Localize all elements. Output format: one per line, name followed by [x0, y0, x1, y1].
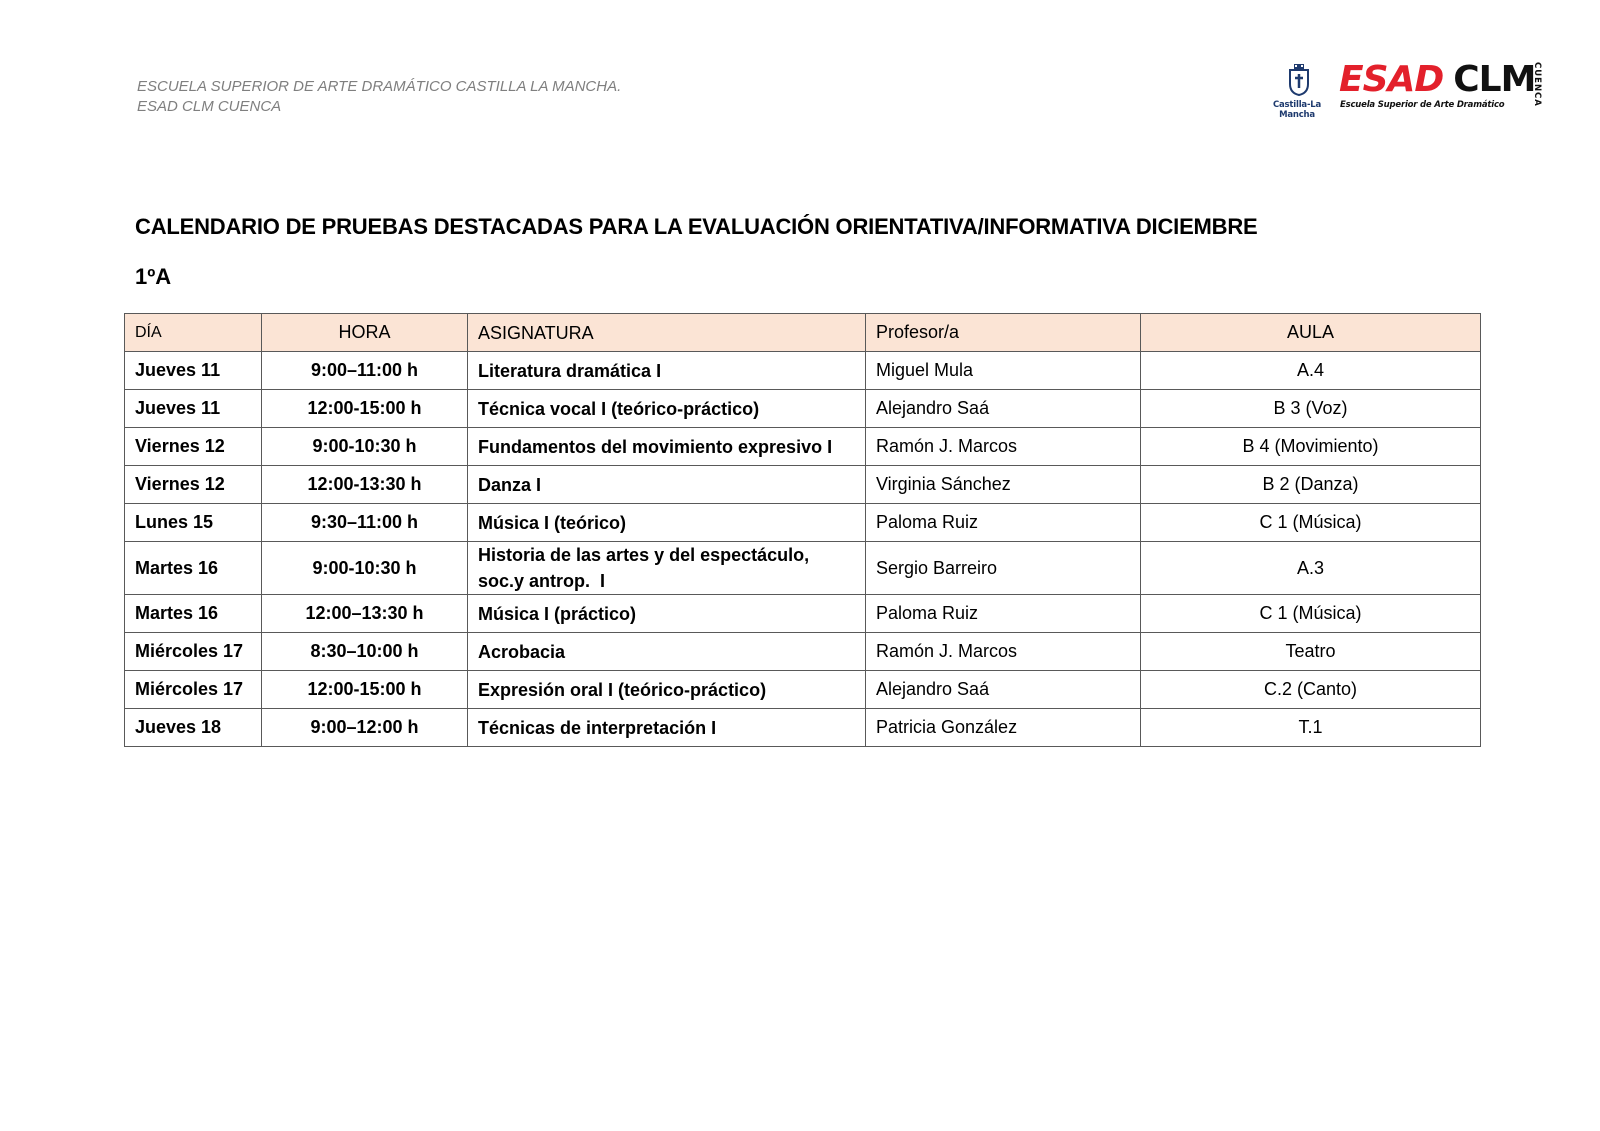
table-row [125, 504, 1481, 542]
cell-teacher: Miguel Mula [866, 352, 1141, 390]
column-header-time: HORA [262, 314, 468, 352]
table-row [125, 595, 1481, 633]
cell-teacher: Alejandro Saá [866, 671, 1141, 709]
column-header-room: AULA [1141, 314, 1481, 352]
brand-city-label: CUENCA [1532, 62, 1542, 107]
table-row [125, 671, 1481, 709]
school-campus: ESAD CLM CUENCA [137, 98, 282, 115]
cell-time: 9:00-10:30 h [262, 428, 468, 466]
cell-room: A.3 [1141, 542, 1481, 595]
cell-subject [468, 542, 866, 595]
table-row [125, 709, 1481, 747]
cell-room: A.4 [1141, 352, 1481, 390]
cell-subject: Música I (práctico) [468, 595, 866, 633]
cell-time: 12:00-13:30 h [262, 466, 468, 504]
brand-esad: ESAD [1339, 59, 1444, 100]
cell-room: C 1 (Música) [1141, 595, 1481, 633]
esad-clm-logo [1258, 59, 1548, 120]
cell-day: Lunes 15 [125, 504, 262, 542]
table-row [125, 633, 1481, 671]
cell-subject: Acrobacia [468, 633, 866, 671]
cell-room: C.2 (Canto) [1141, 671, 1481, 709]
cell-room: B 3 (Voz) [1141, 390, 1481, 428]
cell-day: Miércoles 17 [125, 671, 262, 709]
cell-subject: Técnicas de interpretación I [468, 709, 866, 747]
cell-day: Jueves 11 [125, 352, 262, 390]
cell-time: 8:30–10:00 h [262, 633, 468, 671]
cell-room: C 1 (Música) [1141, 504, 1481, 542]
brand-school-label: Escuela Superior de Arte Dramático [1340, 100, 1505, 110]
table-header-row [125, 314, 1481, 352]
castilla-la-mancha-shield-icon [1288, 64, 1310, 96]
cell-day: Martes 16 [125, 595, 262, 633]
cell-time: 12:00-15:00 h [262, 671, 468, 709]
cell-day: Miércoles 17 [125, 633, 262, 671]
cell-room: B 4 (Movimiento) [1141, 428, 1481, 466]
cell-day: Martes 16 [125, 542, 262, 595]
school-header [137, 77, 621, 117]
cell-time: 9:00–11:00 h [262, 352, 468, 390]
table-row [125, 390, 1481, 428]
page-title: CALENDARIO DE PRUEBAS DESTACADAS PARA LA EVALUACIÓN ORIENTATIVA/INFORMATIVA DICIEMBRE [135, 214, 1258, 239]
column-header-subject: ASIGNATURA [468, 314, 866, 352]
cell-time: 12:00–13:30 h [262, 595, 468, 633]
cell-room: B 2 (Danza) [1141, 466, 1481, 504]
cell-teacher: Alejandro Saá [866, 390, 1141, 428]
cell-room: Teatro [1141, 633, 1481, 671]
group-label: 1ºA [135, 264, 172, 289]
cell-room: T.1 [1141, 709, 1481, 747]
cell-subject: Expresión oral I (teórico-práctico) [468, 671, 866, 709]
cell-time: 9:00–12:00 h [262, 709, 468, 747]
cell-subject: Danza I [468, 466, 866, 504]
school-name: ESCUELA SUPERIOR DE ARTE DRAMÁTICO CASTILLA LA MANCHA. [137, 78, 622, 95]
cell-day: Viernes 12 [125, 466, 262, 504]
column-header-teacher: Profesor/a [866, 314, 1141, 352]
brand-wordmark [1339, 60, 1535, 100]
table-row [125, 428, 1481, 466]
table-row [125, 542, 1481, 595]
exam-schedule-table [124, 313, 1481, 747]
column-header-day: DÍA [125, 314, 262, 352]
cell-day: Jueves 11 [125, 390, 262, 428]
cell-subject: Técnica vocal I (teórico-práctico) [468, 390, 866, 428]
cell-day: Viernes 12 [125, 428, 262, 466]
cell-teacher: Ramón J. Marcos [866, 428, 1141, 466]
cell-teacher: Sergio Barreiro [866, 542, 1141, 595]
brand-clm: CLM [1453, 59, 1536, 100]
cell-teacher: Patricia González [866, 709, 1141, 747]
cell-subject: Fundamentos del movimiento expresivo I [468, 428, 866, 466]
cell-teacher: Paloma Ruiz [866, 504, 1141, 542]
cell-subject-line: soc.y antrop. I [478, 571, 606, 591]
cell-subject: Música I (teórico) [468, 504, 866, 542]
cell-time: 9:30–11:00 h [262, 504, 468, 542]
cell-day: Jueves 18 [125, 709, 262, 747]
cell-time: 9:00-10:30 h [262, 542, 468, 595]
cell-teacher: Ramón J. Marcos [866, 633, 1141, 671]
table-row [125, 466, 1481, 504]
cell-subject-line: Historia de las artes y del espectáculo, [478, 545, 810, 565]
cell-teacher: Virginia Sánchez [866, 466, 1141, 504]
cell-subject: Literatura dramática I [468, 352, 866, 390]
region-label: Castilla-La Mancha [1272, 100, 1322, 120]
cell-time: 12:00-15:00 h [262, 390, 468, 428]
table-row [125, 352, 1481, 390]
cell-teacher: Paloma Ruiz [866, 595, 1141, 633]
